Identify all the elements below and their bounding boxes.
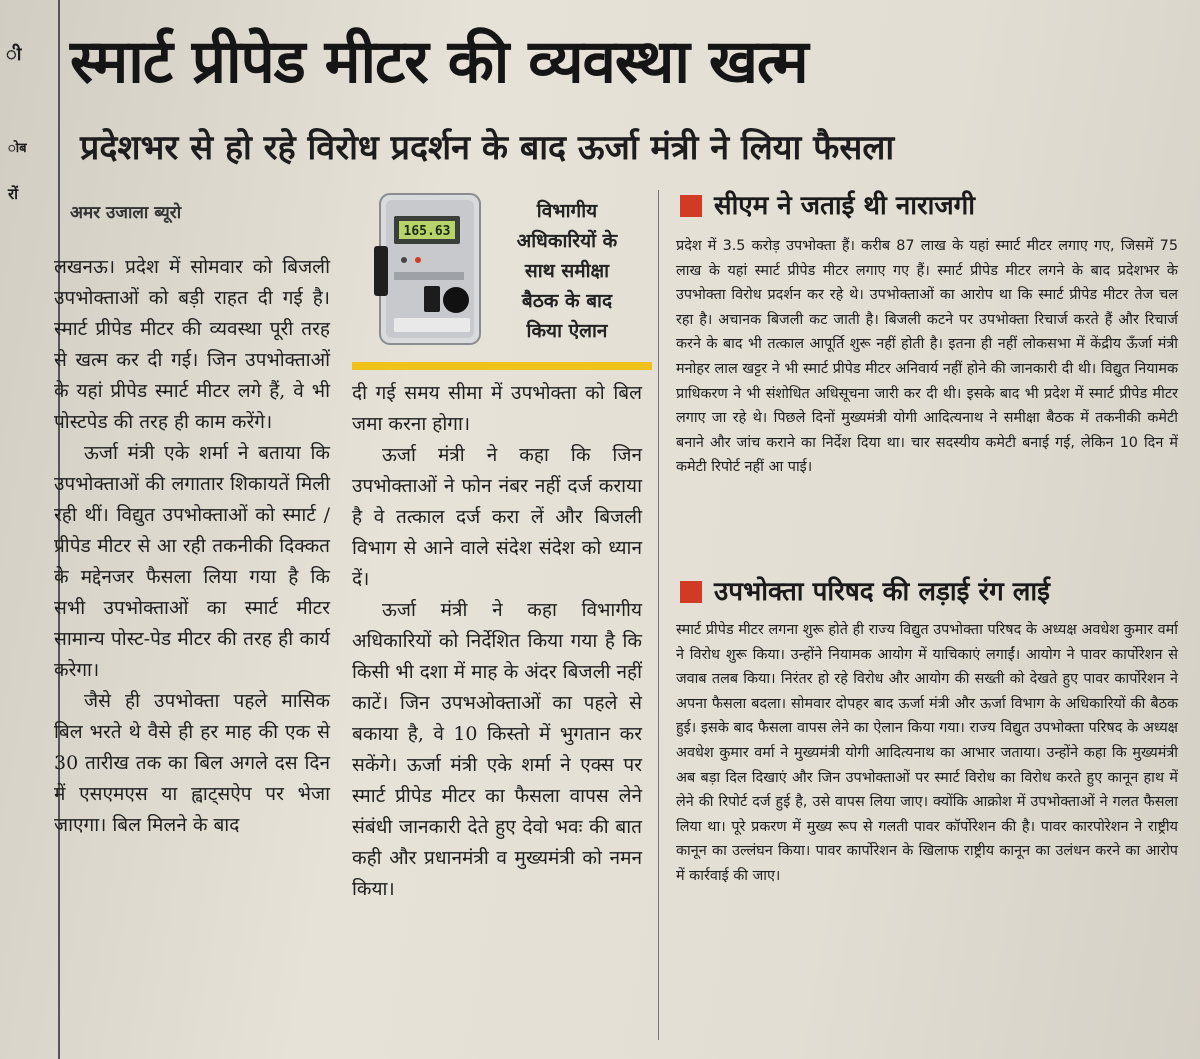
info-line: किया ऐलान [526,320,608,342]
previous-column-fragment [0,0,62,1059]
smart-meter-image [372,190,490,350]
section-title: सीएम ने जताई थी नाराजगी [714,191,976,221]
info-line: बैठक के बाद [521,290,613,312]
paragraph: स्मार्ट प्रीपेड मीटर लगना शुरू होते ही राज्य विद्युत उपभोक्ता परिषद के अध्यक्ष अवधेश कुमार वर्मा ने विरोध शुरू किया। उन्होंने नियामक आयोग में याचिकाएं लगाईं। आयोग ने पावर कार्पोरेशन से जवाब तलब किया। निरंतर हो रहे विरोध और आयोग की सख्ती को देखते हुए पावर कार्पोरेशन ने अपना फैसला बदला। सोमवार दोपहर बाद ऊर्जा मंत्री और ऊर्जा विभाग के अधिकारियों की बैठक हुई। इसके बाद फैसला वापस लेने का ऐलान किया गया। राज्य विद्युत उपभोक्ता परिषद के अध्यक्ष अवधेश कुमार वर्मा ने मुख्यमंत्री योगी आदित्यनाथ का आभार जताया। उन्होंने कहा कि मुख्यमंत्री अब बड़ा दिल दिखाएं और जिन उपभोक्ताओं पर स्मार्ट विरोध का विरोध करते हुए कानून हाथ में लेने की रिपोर्ट दर्ज हुई है, उसे वापस लिया जाए। क्योंकि आक्रोश में उपभोक्ताओं ने गलत फैसला लिया था। पूरे प्रकरण में मुख्य रूप से गलती पावर कॉर्पोरेशन की है। पावर कारपोरेशन ने राष्ट्रीय कानून का उल्लंघन किया। पावर कार्पोरेशन के खिलाफ राष्ट्रीय कानून का उलंधन करने का आरोप में कार्रवाई की जाए। [676,622,1178,884]
red-square-icon [680,581,702,603]
edge-fragment-3: रों [8,185,19,203]
section-title: उपभोक्ता परिषद की लड़ाई रंग लाई [714,577,1050,607]
section-1-body [676,234,1178,480]
info-line: विभागीय [536,200,598,222]
highlight-bar [352,362,652,370]
info-line: साथ समीक्षा [524,260,610,282]
paragraph: दी गई समय सीमा में उपभोक्ता को बिल जमा करना होगा। [352,382,642,435]
subheadline: प्रदेशभर से हो रहे विरोध प्रदर्शन के बाद ऊर्जा मंत्री ने लिया फैसला [80,128,895,168]
edge-fragment-2: ोब [8,141,27,156]
info-line: अधिकारियों के [516,230,618,252]
paragraph: लखनऊ। प्रदेश में सोमवार को बिजली उपभोक्ताओं को बड़ी राहत दी गई है। स्मार्ट प्रीपेड मीटर की व्यवस्था पूरी तरह से खत्म कर दी गई। जिन उपभोक्ताओं के यहां प्रीपेड स्मार्ट मीटर लगे हैं, वे भी पोस्टपेड की तरह ही काम करेंगे। [54,256,330,433]
paragraph: ऊर्जा मंत्री एके शर्मा ने बताया कि उपभोक्ताओं की लगातार शिकायतें मिली रही थीं। विद्युत उपभोक्ताओं को स्मार्ट / प्रीपेड मीटर से आ रही तकनीकी दिक्कत के मद्देनजर फैसला लिया गया है कि सभी उपभोक्ताओं का स्मार्ट मीटर सामान्य पोस्ट-पेड मीटर की तरह ही कार्य करेगा। [54,442,330,681]
info-box [362,190,650,358]
article-column-1 [54,252,330,841]
section-heading-2 [680,574,1050,610]
paragraph: ऊर्जा मंत्री ने कहा कि जिन उपभोक्ताओं ने फोन नंबर नहीं दर्ज कराया है वे तत्काल दर्ज करा लें और बिजली विभाग से आने वाले संदेश संदेश को ध्यान दें। [352,444,642,590]
meter-display-reading: 165.63 [403,224,451,239]
red-square-icon [680,195,702,217]
column-divider-right [658,190,659,1040]
paragraph: ऊर्जा मंत्री ने कहा विभागीय अधिकारियों को निर्देशित किया गया है कि किसी भी दशा में माह के अंदर बिजली नहीं काटें। जिन उपभओक्ताओं का पहले से बकाया है, वे 10 किस्तो में भुगतान कर सकेंगे। ऊर्जा मंत्री एके शर्मा ने एक्स पर स्मार्ट प्रीपेड मीटर का फैसला वापस लेने संबंधी जानकारी देते हुए देवो भवः की बात कही और प्रधानमंत्री व मुख्यमंत्री को नमन किया। [352,599,642,900]
edge-fragment-1: ी [6,44,22,65]
paragraph: जैसे ही उपभोक्ता पहले मासिक बिल भरते थे वैसे ही हर माह की एक से 30 तारीख तक का बिल अगले दस दिन में एसएमएस या ह्वाट्सऐप पर भेजा जाएगा। बिल मिलने के बाद [54,690,330,836]
info-box-text [502,196,632,346]
section-2-body [676,618,1178,889]
section-heading-1 [680,188,975,224]
paragraph: प्रदेश में 3.5 करोड़ उपभोक्ता हैं। करीब 87 लाख के यहां स्मार्ट मीटर लगाए गए, जिसमें 75 लाख के यहां स्मार्ट प्रीपेड मीटर लगाए गए हैं। स्मार्ट प्रीपेड मीटर लगने के बाद प्रदेशभर के उपभोक्ता विरोध प्रदर्शन कर रहे थे। उपभोक्ताओं का आरोप था कि स्मार्ट प्रीपेड मीटर तेज चल रहा है। अचानक बिजली कट जाती है। बिजली कटने पर उपभोक्ता रिचार्ज करते हैं और रिचार्ज करने के बाद भी तत्काल आपूर्ति शुरू नहीं होती है। इतना ही नहीं लोकसभा में केंद्रीय ऊँर्जा मंत्री मनोहर लाल खट्टर ने भी स्मार्ट प्रीपेड मीटर अनिवार्य नहीं होने की जानकारी दी थी। विद्युत नियामक प्राधिकरण ने भी संशोधित अधिसूचना जारी कर दी थी। इसके बाद भी प्रदेश में स्मार्ट प्रीपेड मीटर लगाए जा रहे थे। पिछले दिनों मुख्यमंत्री योगी आदित्यनाथ ने समीक्षा बैठक में तकनीकी कमेटी बनाने और जांच कराने का निर्देश दिया था। चार सदस्यीय कमेटी बनाई गई, लेकिन 10 दिन में कमेटी रिपोर्ट नहीं आ पाई। [676,238,1178,476]
article-column-2 [352,378,642,905]
byline: अमर उजाला ब्यूरो [70,203,182,223]
headline: स्मार्ट प्रीपेड मीटर की व्यवस्था खत्म [70,27,808,97]
